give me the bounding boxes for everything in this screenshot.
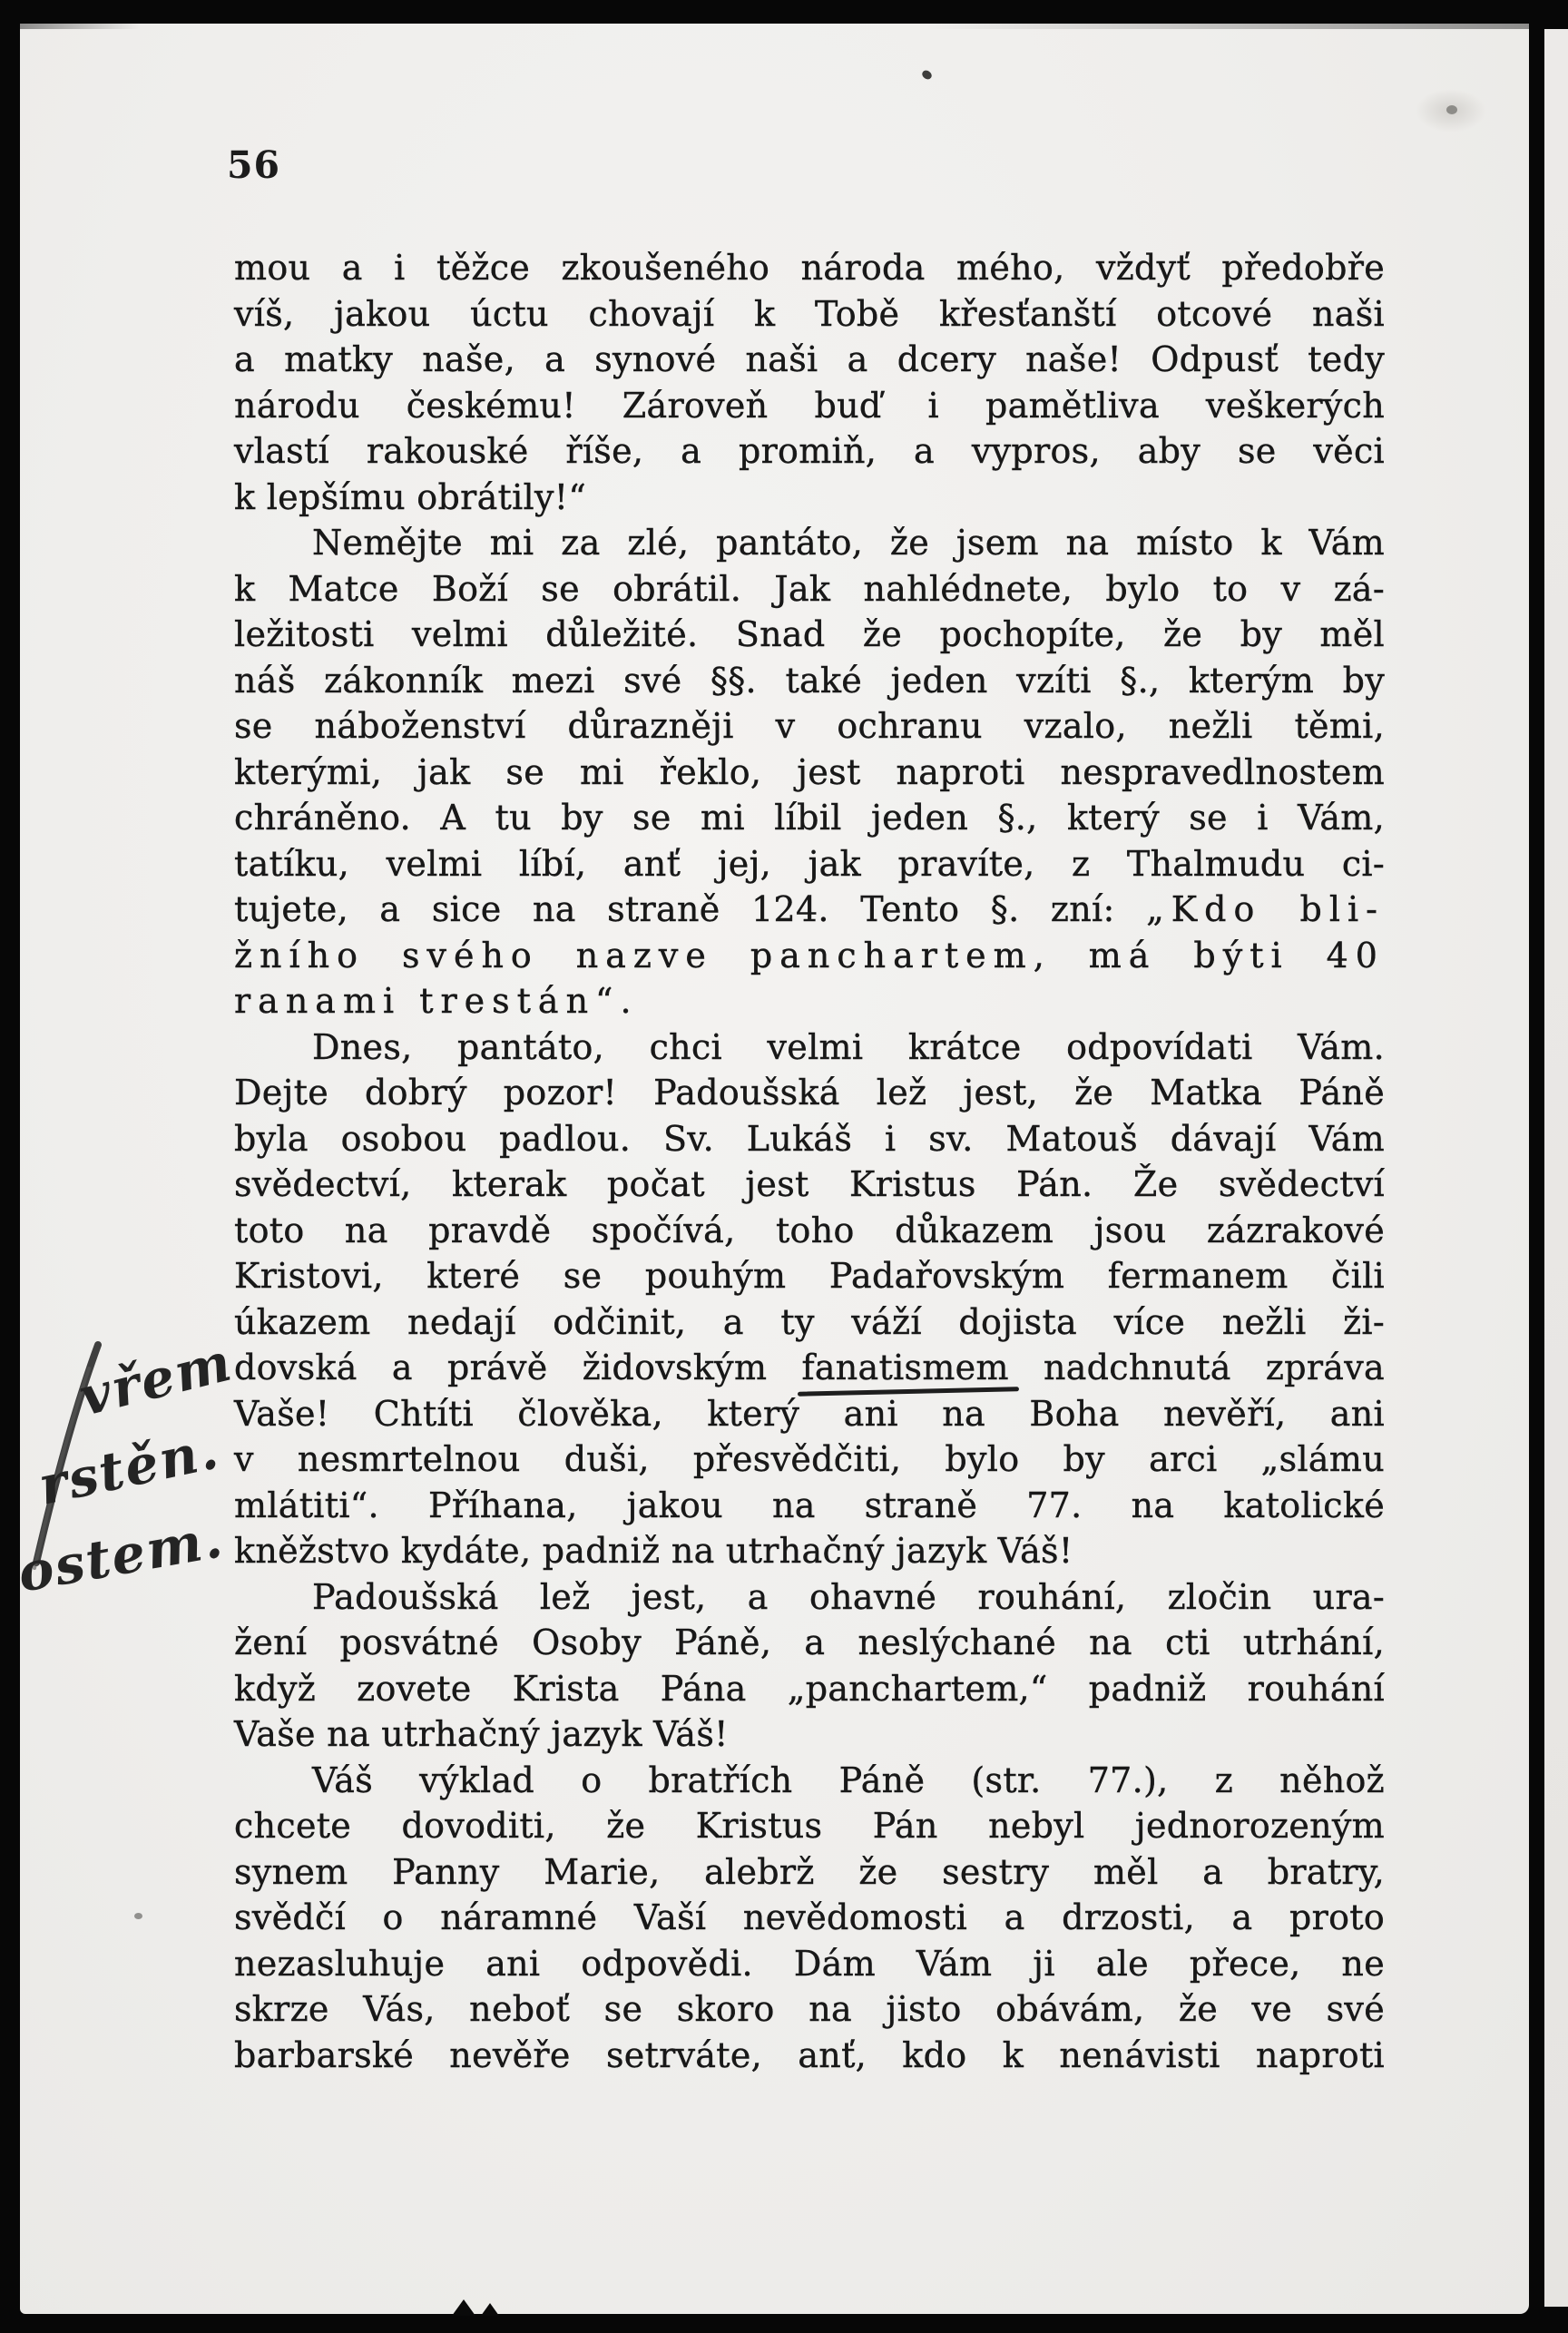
marginalia-word: vřem: [73, 1330, 239, 1428]
text-segment: Kristovi, které se pouhým Padařovským fermanem čili: [234, 1256, 1385, 1296]
text-segment: toto na pravdě spočívá, toho důkazem jsou zázrakové: [234, 1210, 1385, 1250]
text-segment: se náboženství důrazněji v ochranu vzalo, nežli těmi,: [234, 706, 1385, 746]
text-segment: žního svého nazve panchartem, má býti 40: [234, 935, 1385, 975]
text-segment: Váš výklad o bratřích Páně (str. 77.), z něhož: [312, 1760, 1385, 1800]
text-segment: skrze Vás, neboť se skoro na jisto obávám, že ve své: [234, 1989, 1385, 2029]
text-column: [234, 245, 1385, 2078]
text-line: [234, 1803, 1385, 1849]
text-segment: kněžstvo kydáte, padniž na utrhačný jazyk Váš!: [234, 1531, 1073, 1571]
text-line: [234, 750, 1385, 796]
text-line: [234, 1391, 1385, 1437]
text-segment: chráněno. A tu by se mi líbil jeden §., který se i Vám,: [234, 798, 1385, 838]
text-line: [234, 337, 1385, 383]
text-line: [234, 1116, 1385, 1162]
marginalia-word: ostem.: [13, 1507, 229, 1604]
text-segment: svědčí o náramné Vaší nevědomosti a drzosti, a proto: [234, 1897, 1385, 1937]
text-line: [234, 1895, 1385, 1941]
text-segment: žení posvátné Osoby Páně, a neslýchané na cti utrhání,: [234, 1622, 1385, 1662]
text-line: [234, 2033, 1385, 2079]
text-line: [234, 1483, 1385, 1529]
text-segment: Dnes, pantáto, chci velmi krátce odpovídati Vám.: [312, 1026, 1385, 1067]
text-segment: byla osobou padlou. Sv. Lukáš i sv. Matouš dávají Vám: [234, 1118, 1385, 1159]
text-segment: víš, jakou úctu chovají k Tobě křesťanští otcové naši: [234, 293, 1385, 334]
text-line: [234, 1711, 1385, 1758]
marginalia-word: rstěn.: [33, 1418, 225, 1517]
text-line: [234, 1574, 1385, 1621]
text-segment: k Matce Boží se obrátil. Jak nahlédnete, bylo to v zá-: [234, 568, 1385, 609]
text-line: [234, 1758, 1385, 1804]
text-segment: chcete dovoditi, že Kristus Pán nebyl jednorozeným: [234, 1806, 1385, 1846]
text-segment: Vaše na utrhačný jazyk Váš!: [234, 1714, 729, 1754]
text-line: [234, 520, 1385, 566]
text-segment: Padoušská lež jest, a ohavné rouhání, zločin ura-: [312, 1576, 1385, 1617]
text-line: [234, 612, 1385, 658]
text-line: [234, 383, 1385, 429]
text-segment: tujete, a sice na straně 124. Tento §. zní:: [234, 889, 1147, 929]
text-segment: Vaše! Chtíti člověka, který ani na Boha nevěří, ani: [234, 1393, 1385, 1434]
text-segment: národu českému! Zároveň buď i pamětliva veškerých: [234, 385, 1385, 426]
text-segment: tatíku, velmi líbí, anť jej, jak pravíte, z Thalmudu ci-: [234, 843, 1385, 884]
text-segment: nadchnutá zpráva: [1008, 1348, 1385, 1387]
text-line: [234, 1986, 1385, 2033]
text-line: [234, 841, 1385, 887]
text-segment: svědectví, kterak počat jest Kristus Pán. Že svědectví: [234, 1164, 1385, 1204]
text-segment: v nesmrtelnou duši, přesvědčiti, bylo by arci „slámu: [234, 1439, 1385, 1479]
text-segment: kterými, jak se mi řeklo, jest naproti nespravedlnostem: [234, 751, 1385, 792]
text-line: [234, 658, 1385, 704]
text-line: [234, 1849, 1385, 1896]
text-segment: barbarské nevěře setrváte, anť, kdo k nenávisti naproti: [234, 2034, 1385, 2075]
text-line: [234, 1436, 1385, 1483]
text-line: [234, 1070, 1385, 1116]
text-line: [234, 1299, 1385, 1346]
text-line: [234, 933, 1385, 979]
text-line: [234, 1941, 1385, 1987]
text-line: [234, 291, 1385, 338]
text-segment: mlátiti“. Příhana, jakou na straně 77. na katolické: [234, 1485, 1385, 1525]
text-line: [234, 1208, 1385, 1254]
text-segment: náš zákonník mezi své §§. také jeden vzíti §., kterým by: [234, 660, 1385, 701]
text-line: [234, 703, 1385, 750]
text-segment: k lepšímu obrátily!“: [234, 476, 587, 517]
text-line: [234, 1024, 1385, 1071]
text-segment: mou a i těžce zkoušeného národa mého, vždyť předobře: [234, 248, 1385, 288]
text-segment: když zovete Krista Pána „panchartem,“ padniž rouhání: [234, 1668, 1385, 1709]
text-line: [234, 1162, 1385, 1208]
text-segment: a matky naše, a synové naši a dcery naše! Odpusť tedy: [234, 339, 1385, 379]
text-segment: úkazem nedají odčinit, a ty váží dojista více nežli ži-: [234, 1301, 1385, 1342]
text-line: [234, 1666, 1385, 1712]
text-segment: nezasluhuje ani odpovědi. Dám Vám ji ale přece, ne: [234, 1943, 1385, 1984]
text-segment: „Kdo bli-: [1146, 889, 1385, 929]
scan-speck: [1446, 105, 1457, 114]
text-line: [234, 795, 1385, 841]
scan-speck: [134, 1913, 142, 1919]
text-segment: Nemějte mi za zlé, pantáto, že jsem na místo k Vám: [312, 523, 1385, 563]
text-line: [234, 245, 1385, 291]
text-line: [234, 1253, 1385, 1299]
text-segment: Dejte dobrý pozor! Padoušská lež jest, že Matka Páně: [234, 1073, 1385, 1113]
text-line: [234, 1620, 1385, 1666]
text-segment: ležitosti velmi důležité. Snad že pochopíte, že by měl: [234, 614, 1385, 654]
text-line: [234, 978, 1385, 1024]
scan-edge-shadow: [20, 24, 1529, 29]
text-segment: ranami trestán“.: [234, 981, 639, 1021]
underlined-word: fanatismem: [801, 1348, 1009, 1387]
text-segment: dovská a právě židovským: [234, 1348, 802, 1387]
adjacent-page-sliver: [1544, 29, 1568, 2307]
text-segment: vlastí rakouské říše, a promiň, a vypros, aby se věci: [234, 431, 1385, 471]
text-line: [234, 887, 1385, 933]
text-line: [234, 1528, 1385, 1574]
text-segment: synem Panny Marie, alebrž že sestry měl a bratry,: [234, 1851, 1385, 1892]
text-line: [234, 1345, 1385, 1391]
text-line: [234, 428, 1385, 475]
page-number: 56: [227, 143, 281, 187]
text-line: [234, 566, 1385, 613]
text-line: [234, 475, 1385, 521]
